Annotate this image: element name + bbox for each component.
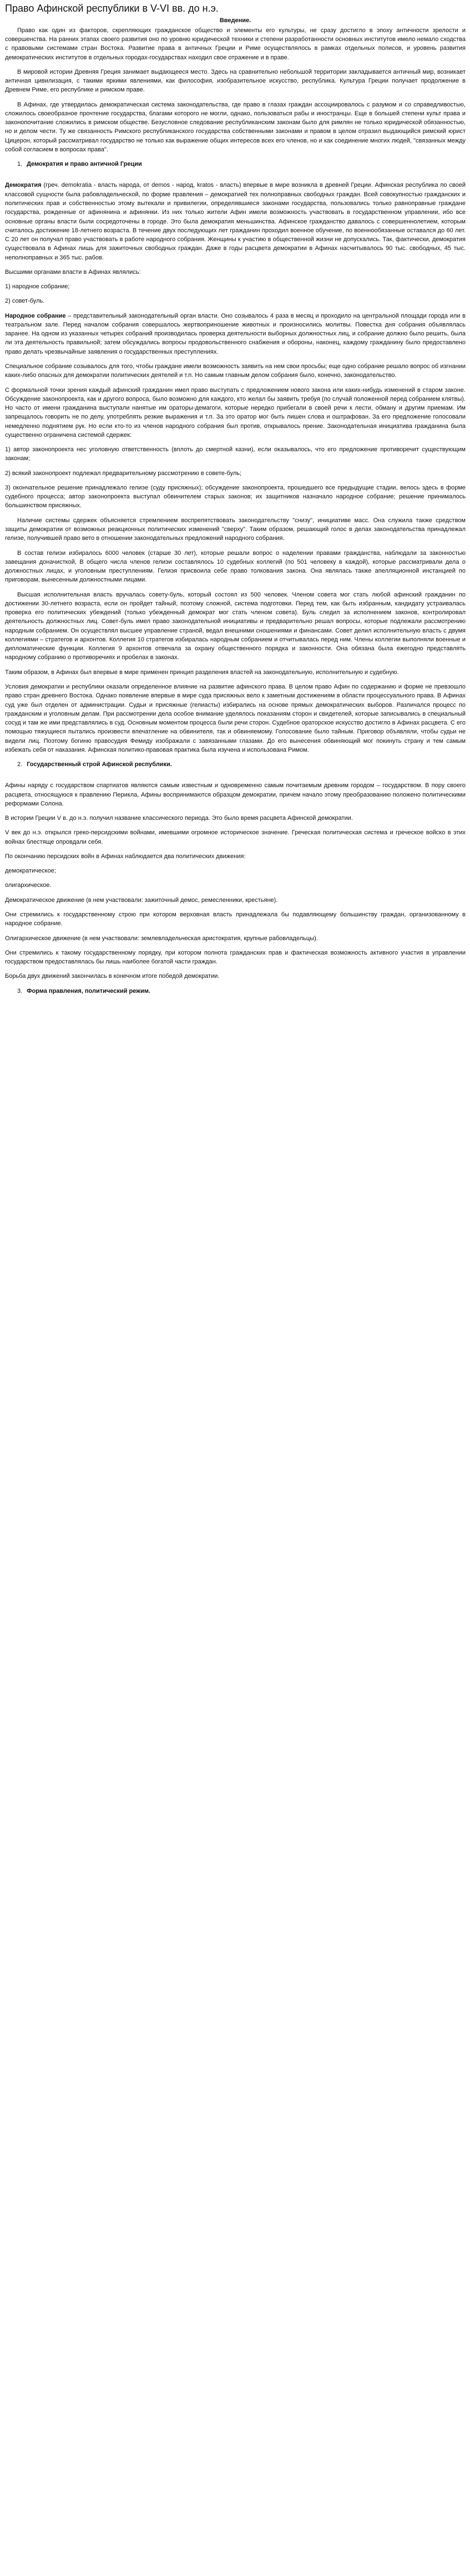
section-heading (17, 987, 466, 996)
section-paragraph (5, 910, 466, 929)
section-paragraph (5, 972, 466, 981)
paragraph-text: Высшими органами власти в Афинах являлись: (5, 268, 141, 276)
paragraph-text: – представительный законодательный орган власти. Оно созывалось 4 раза в месяц и проходило на центральной площади города или в театральном зале. Перед началом собрания совершалось жертвоприношение животных и произносились молитвы. Повестка дня собрания объявлялась заранее. На одном из указанных четырех собраний производилась проверка деятельности выборных должностных лиц, и собрание должно было решить, была ли эта деятельность правильной; затем обсуждались вопросы продовольственного снабжения и обороны, наконец, каждому гражданину было предоставлено право делать чрезвычайные заявления о государственных преступлениях. (5, 312, 466, 355)
intro-paragraph: В мировой истории Древняя Греция занимает выдающееся место. Здесь на сравнительно небольшой территории закладывается античный мир, возникает античная цивилизация, с такими яркими явлениями, как философия, изобразительное искусство, республика. Культура Греции получает продолжение в Древнем Риме, его республике и римском праве. (5, 68, 466, 94)
intro-body (5, 26, 466, 154)
paragraph-text: Наличие системы сдержек объясняется стремлением воспрепятствовать законодательству "снизу", инициативе масс. Она служила также средством защиты демократии от возможных реакционных политических изменений "сверху". Таким образом, решающий голос в делах законодательства принадлежал гелиэе, получившей право вето в отношении законодательных предложений народного собрания. (5, 517, 466, 542)
section-paragraph (5, 852, 466, 861)
paragraph-text: Высшая исполнительная власть вручалась совету-буль, который состоял из 500 человек. Членом совета мог стать любой афинский гражданин по достижении 30-летнего возраста, если он пройдет тайный, поэтому сложной, система подготовки. Перед тем, как быть избранным, кандидату устраивалась проверка его политических убеждений (только убежденный демократ мог стать членом совета). Буль следил за исполнением законов, контролировал деятельность должностных лиц. Совет-буль имел право законодательной инициативы и предварительно решал вопросы, которые подлежали рассмотрению народным собранием. Он осуществлял высшее управление страной, ведал внешними сношениями и финансами. Совет делил исполнительную власть с двумя коллегиями – стратегов и архонтов. Коллегия 10 стратегов избиралась народным собранием и отчитывалась перед ним. Члены коллегии выполняли военные и дипломатические функции. Коллегия 9 архонтов отвечала за охрану общественного порядка и законности. Она обязана была ежегодно представлять народному собранию о противоречиях и пробелах в законах. (5, 591, 466, 661)
section-title: Форма правления, политический режим. (27, 987, 150, 994)
paragraph-text: Таким образом, в Афинах был впервые в мире применен принцип разделения властей на законодательную, исполнительную и судебную. (5, 669, 399, 676)
section-paragraph (5, 297, 466, 305)
paragraph-text: Они стремились к такому государственному порядку, при котором полнота гражданских прав и фактическая возможность активного участия в управлении государством предоставлялась бы лишь наиболее богатой части граждан. (5, 949, 466, 966)
paragraph-text: По окончанию персидских войн в Афинах наблюдается два политических движения: (5, 853, 246, 860)
section-paragraph (5, 934, 466, 943)
section-paragraph (5, 866, 466, 875)
paragraph-text: Афины наряду с государством спартиатов являются самым известным и одновременно самым почитаемым древним городом – государством. В пору своего расцвета, относящуюся к правлению Перикла, Афины воспринимаются образцом демократии, причем начало этому преобразованию положено политическими реформами Солона. (5, 782, 466, 807)
section-paragraph (5, 362, 466, 380)
paragraph-text: В истории Греции V в. до н.э. получил название классического периода. Это было время расцвета Афинской демократии. (5, 815, 353, 822)
paragraph-text: В состав гелиэи избиралось 6000 человек (старше 30 лет), которые решали вопрос о наделении правами гражданства, наблюдали за законностью завещания доначисткой, В общего числа членов гелиэи составлялось 10 судебных коллегий (по 501 человеку в каждой), которые рассматривали дела о должностных лицах, и уголовным преступлениям. Гелиэя присвоила себе право толкования закона. Она являлась также апелляционной инстанцией по приговорам, вынесенным должностными лицами. (5, 549, 466, 584)
document-title: Право Афинской республики в V-VI вв. до н.э. (5, 3, 219, 14)
document-page (0, 0, 470, 1013)
section-heading (17, 760, 466, 769)
section-paragraph (5, 781, 466, 808)
section-number: 3. (17, 987, 23, 994)
section-paragraph (5, 549, 466, 585)
paragraph-text: Они стремились к государственному строю при котором верховная власть принадлежала бы подавляющему большинству граждан, организованному в народное собрание. (5, 911, 466, 927)
section-heading (17, 160, 466, 169)
intro-heading: Введение. (219, 17, 251, 24)
paragraph-text: (греч. demokratia - власть народа, от demos - народ, kratos - власть) впервые в мире возникла в древней Греции. Афинская республика по своей классовой сущности была рабовладельческой, по форме правления – демократией тех полноправных свободных граждан. Всей совокупностью гражданских и политических прав и собственностью этому вытекали и привилегии, определявшиеся законами государства, пользовались только равноправные граждане государства, рожденные от афинянина и афинянки. Из них только жители Афин имели возможность участвовать в государственном управлении, ибо все основные органы власти были сосредоточены в городе. Это была демократия меньшинства. Афинское гражданство давалось с совершеннолетием, которым считалось достижение 18-летнего возраста. В течение двух последующих лет гражданин проходил военное обучение, по военнообязанные оставался до 60 лет. С 20 лет он получал право участвовать в работе народного собрания. Женщины к участию в общественной жизни не допускались. Так, фактически, демократия существовала в Афинах лишь для зажиточных свободных граждан. Даже в годы расцвета демократии в Афинах насчитывалось 90 тыс. свободных, 45 тыс. неполноправных и 365 тыс. рабов. (5, 182, 466, 261)
paragraph-text: демократическое; (5, 868, 56, 875)
section-number: 2. (17, 761, 23, 768)
section-title: Государственный строй Афинской республики. (27, 761, 172, 768)
intro-paragraph: Право как один из факторов, скрепляющих гражданское общество и элементы его культуры, не сразу достигло в эпоху античности зрелости и совершенства. На ранних этапах своего развития оно по уровню юридической техники и степени разработанности основных институтов имело немало сходства с правовыми системами стран Востока. Развитие права в античных Греции и Риме осуществлялось в рамках отдельных полисов, и уровень развития демократических институтов в отдельных городах-государствах находил свое отражение и в праве. (5, 27, 466, 61)
paragraph-text: Борьба двух движений закончилась в конечном итоге победой демократии. (5, 973, 220, 980)
section-paragraph (5, 590, 466, 662)
section-paragraph (5, 948, 466, 967)
section-paragraph (5, 881, 466, 890)
paragraph-text: Условия демократии и республики оказали определенное влияние на развитие афинского права. В целом право Афин по содержанию и форме не превзошло право стран древнего Востока. Однако появление впервые в мире суда присяжных вело к заметным достижениям в области процессуального права. В Афинах суд уже был отделен от администрации. Судьи и присяжные (гелиасты) избирались на основе прямых демократических выборов. Различался процесс по гражданским и уголовным делам. При рассмотрении дела особое внимание уделялось показаниям сторон и свидетелей, которые записывались в специальный сосуд и там же ими представлялись в суд. Основным моментом процесса были речи сторон. Судебное ораторское искусство достигло в Афинах расцвета. С его помощью тяжущиеся пытались произвести впечатление на обвинителя, так и обвиняемому. Голосование было тайным. Приговор объявляли, чтобы судьи не видели лиц. Поэтому богиню правосудия Фемиду изображали с завязанными глазами. До его вынесения обвиняющий мог покинуть страну и тем самым избежать себя от наказания. Афинская политико-правовая практика была изучена и использована Римом. (5, 683, 466, 753)
section-paragraph (5, 682, 466, 754)
paragraph-text: Олигархическое движение (в нем участвовали: землевладельческая аристократия, крупные рабовладельцы). (5, 935, 318, 942)
section-number: 1. (17, 161, 23, 168)
section-paragraph (5, 312, 466, 356)
paragraph-text: Специальное собрание созывалось для того, чтобы граждане имели возможность заявить на нем свои просьбы; еще одно собрание решало вопрос об изгнании каких-либо опасных для демократии политических деятелей и т.п. Но самым главным делом собрания было, конечно, законодательство. (5, 363, 466, 379)
term-highlight: Демократия (5, 182, 42, 189)
paragraph-text: олигархическое. (5, 882, 52, 889)
paragraph-text: С формальной точки зрения каждый афинский гражданин имел право выступать с предложением нового закона или каких-нибудь изменений в старом законе. Обсуждение законопроекта, как и другого вопроса, было возможно для каждого, кто желал бы заявить требуя (по случай положенной перед собранием клятвы). Но часто от имени гражданина выступали нанятые им ораторы-демагоги, которые нередко прибегали в своей речи к лести, обману и другим приемам. Им запрещалось говорить не по делу, употреблять резкие выражения и т.п. За это оратор мог быть лишен слова и оштрафован. За его предложение голосовали немедленно поднятием рук. Но если кто-то из членов народного собрания был против, открывалось прение. Законодательная инициатива гражданина была существенно ограничена системой сдержек: (5, 386, 466, 438)
paragraph-text: 2) всякий законопроект подлежал предварительному рассмотрению в совете-буль; (5, 470, 242, 477)
section-paragraph (5, 386, 466, 440)
section-paragraph (5, 181, 466, 262)
section-paragraph (5, 282, 466, 291)
paragraph-text: 2) совет-буль. (5, 298, 45, 305)
section-paragraph (5, 896, 466, 905)
paragraph-text: 3) окончательное решение принадлежало гелиэе (суду присяжных); обсуждение законопроекта, прошедшего все предыдущие стадии, велось здесь в форме судебного процесса; автор законопроекта выступал обвинителем старых законов; их защитников назначало народное собрание; решение принималось большинством присяжных. (5, 484, 466, 509)
intro-paragraph: В Афинах, где утвердилась демократическая система законодательства, где право в глазах граждан ассоциировалось с разумом и со справедливостью, сложилось своеобразное прочтение государства, благами которого не могли, однако, пользоваться рабы и иностранцы. Еще в большей степени культ права и законопочитание сложились в римском обществе. Безусловное следование республиканским законам было для римлян не только юридической обязанностью, но и делом чести. Ту же связанность Римского республиканского государства собственными законами и правом в целом отразил выдающийся римский юрист Цицерон, который рассматривал государство не только как выражение общих интересов всех его членов, но и как соединение многих людей, "связанных между собой согласием в вопросах права". (5, 101, 466, 153)
paragraph-text: Демократическое движение (в нем участвовали: зажиточный демос, ремесленники, крестьяне). (5, 896, 278, 904)
section-paragraph (5, 516, 466, 543)
paragraph-text: 1) автор законопроекта нес уголовную ответственность (вплоть до смертной казни), если оказывалось, что его предложение противоречит существующим законам; (5, 446, 466, 462)
bottom-spacer (5, 1008, 466, 1013)
section-paragraph (5, 445, 466, 463)
section-paragraph (5, 814, 466, 823)
paragraph-text: 1) народное собрание; (5, 283, 70, 290)
section-paragraph (5, 483, 466, 511)
section-title: Демократия и право античной Греции (27, 161, 142, 168)
sections-container (5, 160, 466, 996)
section-paragraph (5, 828, 466, 846)
section-paragraph (5, 469, 466, 478)
paragraph-text: V век до н.э. открылся греко-персидскими войнами, имевшими огромное историческое значение. Греческая политическая система и греческое войско в этих войнах блестяще опровдали себя. (5, 829, 466, 845)
section-paragraph (5, 268, 466, 277)
term-highlight: Народное собрание (5, 312, 66, 319)
section-paragraph (5, 668, 466, 677)
